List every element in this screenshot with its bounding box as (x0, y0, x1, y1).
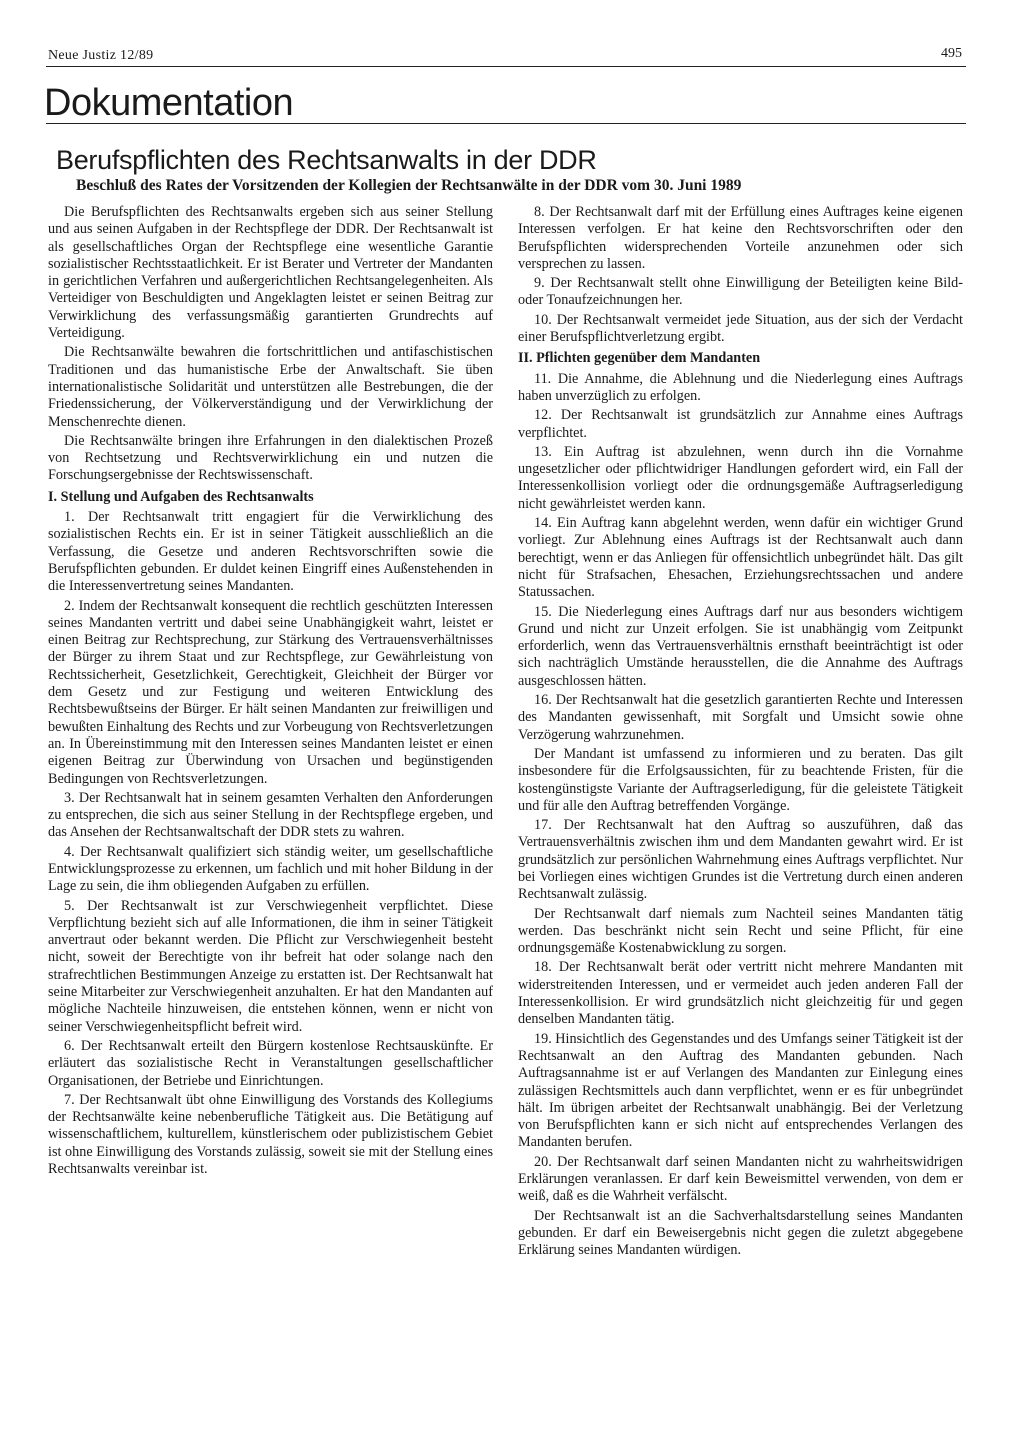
section-title-1: I. Stellung und Aufgaben des Rechtsanwalts (48, 488, 314, 505)
paragraph-16-cont: Der Mandant ist umfassend zu informieren und zu beraten. Das gilt insbesondere für die Erfolgsaussichten, für zu beachtende Fristen, für die kostengünstigste Variante der Auftragserledigung, für die geleistete Tätigkeit und für alle den Auftrag betreffenden Vorgänge. (518, 745, 963, 814)
section-heading: Dokumentation (44, 82, 294, 124)
journal-title: Neue Justiz 12/89 (48, 48, 154, 63)
paragraph-1: 1. Der Rechtsanwalt tritt engagiert für die Verwirklichung des sozialistischen Rechts ein. Er ist in seiner Tätigkeit ausschließlich an die Verfassung, die Gesetze und anderen Rechtsvorschriften sowie die Berufspflichten gebunden. Er duldet keinen Eingriff eines Außenstehenden in die Interessenvertretung seines Mandanten. (48, 509, 493, 595)
paragraph-13: 13. Ein Auftrag ist abzulehnen, wenn durch ihn die Vornahme ungesetzlicher oder pflichtwidriger Handlungen gefordert wird, ein Fall der Interessenkollision vorliegt oder die ordnungsgemäße Auftragserledigung nicht gewährleistet werden kann. (518, 443, 963, 512)
paragraph-9: 9. Der Rechtsanwalt stellt ohne Einwilligung der Beteiligten keine Bild- oder Tonaufzeichnungen her. (518, 275, 963, 309)
paragraph-16: 16. Der Rechtsanwalt hat die gesetzlich garantierten Rechte und Interessen des Mandanten gewissenhaft, mit Sorgfalt und Umsicht sowie ohne Verzögerung wahrzunehmen. (518, 692, 963, 743)
paragraph-2: 2. Indem der Rechtsanwalt konsequent die rechtlich geschützten Interessen seines Mandanten vertritt und dabei seine Unabhängigkeit wahrt, leistet er einen Beitrag zur Rechtsprechung, zur Stärkung des Vertrauensverhältnisses der Bürger zu ihrem Staat und zur Rechtspflege, zur Gewährleistung von Rechtssicherheit, Gesetzlichkeit, Gerechtigkeit, Gleichheit der Bürger vor dem Gesetz und zur Festigung und weiteren Entwicklung des Rechtsbewußtseins der Bürger. Er hält seinen Mandanten zur freiwilligen und bewußten Einhaltung des Rechts und zur Vorbeugung von Rechtsverletzungen an. In Übereinstimmung mit den Interessen seines Mandanten leistet er einen eigenen Beitrag zur Überwindung von Ursachen und begünstigenden Bedingungen von Rechtsverletzungen. (48, 597, 493, 787)
intro-paragraph: Die Berufspflichten des Rechtsanwalts ergeben sich aus seiner Stellung und aus seinen Aufgaben in der Rechtspflege der DDR. Der Rechtsanwalt ist als gesellschaftliches Organ der Rechtspflege eine wesentliche Garantie sozialistischer Rechtsstaatlichkeit. Er ist Berater und Vertreter der Mandanten in gerichtlichen Verfahren und außergerichtlichen Rechtsangelegenheiten. Als Verteidiger von Beschuldigten und Angeklagten leistet er seinen Beitrag zur Verwirklichung des verfassungsmäßig garantierten Grundrechts auf Verteidigung. (48, 204, 493, 342)
paragraph-17: 17. Der Rechtsanwalt hat den Auftrag so auszuführen, daß das Vertrauensverhältnis zwischen ihm und dem Mandanten gewahrt wird. Er ist grundsätzlich zur persönlichen Wahrnehmung eines Auftrags verpflichtet. Nur bei Vorliegen eines wichtigen Grundes ist die Vertretung durch einen anderen Rechtsanwalt zulässig. (518, 817, 963, 903)
paragraph-4: 4. Der Rechtsanwalt qualifiziert sich ständig weiter, um gesellschaftliche Entwicklungsprozesse zu erkennen, um fachlich und mit hoher Bildung in der Lage zu sein, die ihm obliegenden Aufgaben zu erfüllen. (48, 843, 493, 895)
article-title: Berufspflichten des Rechtsanwalts in der DDR (56, 145, 597, 175)
section-title-2: II. Pflichten gegenüber dem Mandanten (518, 350, 761, 367)
intro-paragraph: Die Rechtsanwälte bewahren die fortschrittlichen und antifaschistischen Traditionen und das humanistische Erbe der Anwaltschaft. Sie üben internationalistische Solidarität und unterstützen alle Bestrebungen, die der Friedenssicherung, der Völkerverständigung und der Verwirklichung der Menschenrechte dienen. (48, 344, 493, 430)
paragraph-20: 20. Der Rechtsanwalt darf seinen Mandanten nicht zu wahrheitswidrigen Erklärungen veranlassen. Er darf kein Beweismittel verwenden, von dem er weiß, daß es die Wahrheit verfälscht. (518, 1153, 963, 1205)
paragraph-10: 10. Der Rechtsanwalt vermeidet jede Situation, aus der sich der Verdacht einer Berufspflichtverletzung ergibt. (518, 311, 963, 346)
intro-paragraph: Die Rechtsanwälte bringen ihre Erfahrungen in den dialektischen Prozeß von Rechtsetzung und Rechtsverwirklichung ein und nutzen die Forschungsergebnisse der Rechtswissenschaft. (48, 432, 493, 484)
paragraph-15: 15. Die Niederlegung eines Auftrags darf nur aus besonders wichtigem Grund und nicht zur Unzeit erfolgen. Sie ist unabhängig vom Zeitpunkt erforderlich, wenn das Vertrauensverhältnis ernsthaft beeinträchtigt ist oder sich nachträglich Umstände herausstellen, die die Annahme des Auftrags ausgeschlossen hätten. (518, 603, 963, 689)
paragraph-8: 8. Der Rechtsanwalt darf mit der Erfüllung eines Auftrages keine eigenen Interessen verfolgen. Er hat keine den Rechtsvorschriften oder den Berufspflichten widersprechenden Vorteile anzunehmen oder sich versprechen zu lassen. (518, 204, 963, 272)
paragraph-7: 7. Der Rechtsanwalt übt ohne Einwilligung des Vorstands des Kollegiums der Rechtsanwälte keine nebenberufliche Tätigkeit aus. Die Betätigung auf wissenschaftlichem, kulturellem, künstlerischem oder publizistischem Gebiet ist ohne Einwilligung des Vorstands zulässig, soweit sie mit der Stellung eines Rechtsanwalts vereinbar ist. (48, 1091, 493, 1178)
paragraph-5: 5. Der Rechtsanwalt ist zur Verschwiegenheit verpflichtet. Diese Verpflichtung bezieht sich auf alle Informationen, die ihm in seiner Tätigkeit anvertraut oder bekannt werden. Die Pflicht zur Verschwiegenheit besteht nicht, soweit der Berechtigte von ihr befreit hat oder solange nach den strafrechtlichen Bestimmungen Anzeige zu erstatten ist. Der Rechtsanwalt hat seine Mitarbeiter zur Verschwiegenheit anzuhalten. Er hat den Mandanten auf mögliche Nachteile hinzuweisen, die entstehen können, wenn er nicht von seiner Verschwiegenheitspflicht befreit wird. (48, 897, 493, 1035)
right-column (518, 204, 963, 1262)
left-column (48, 204, 493, 1180)
paragraph-11: 11. Die Annahme, die Ablehnung und die Niederlegung eines Auftrags haben unverzüglich zu erfolgen. (518, 370, 963, 404)
paragraph-19: 19. Hinsichtlich des Gegenstandes und des Umfangs seiner Tätigkeit ist der Rechtsanwalt an den Auftrag des Mandanten gebunden. Nach Auftragsannahme ist er auf Verlangen des Mandanten zur Einlegung eines zulässigen Rechtsmittels auch dann verpflichtet, wenn er es für unbegründet hält. Im übrigen arbeitet der Rechtsanwalt unabhängig. Bei der Verletzung von Berufspflichten kann er sich nicht auf entsprechendes Verlangen des Mandanten berufen. (518, 1030, 963, 1151)
paragraph-17-cont: Der Rechtsanwalt darf niemals zum Nachteil seines Mandanten tätig werden. Das beschränkt nicht sein Recht und seine Pflicht, für eine ordnungsgemäße Kostenabwicklung zu sorgen. (518, 905, 963, 957)
header-rule (46, 66, 966, 67)
section-rule (46, 123, 966, 124)
paragraph-3: 3. Der Rechtsanwalt hat in seinem gesamten Verhalten den Anforderungen zu entsprechen, die sich aus seiner Stellung in der Rechtspflege ergeben, und das Ansehen der Rechtsanwaltschaft der DDR stets zu wahren. (48, 789, 493, 841)
page-number: 495 (941, 46, 962, 61)
paragraph-20-cont: Der Rechtsanwalt ist an die Sachverhaltsdarstellung seines Mandanten gebunden. Er darf ein Beweisergebnis nicht gegen die zuletzt abgegebene Erklärung seines Mandanten würdigen. (518, 1207, 963, 1259)
paragraph-6: 6. Der Rechtsanwalt erteilt den Bürgern kostenlose Rechtsauskünfte. Er erläutert das sozialistische Recht in Veranstaltungen gesellschaftlicher Organisationen, der Betriebe und Einrichtungen. (48, 1037, 493, 1089)
paragraph-18: 18. Der Rechtsanwalt berät oder vertritt nicht mehrere Mandanten mit widerstreitenden Interessen, und er vermeidet auch jeden anderen Fall der Interessenkollision. Er wird grundsätzlich nicht gleichzeitig für und gegen denselben Mandanten tätig. (518, 959, 963, 1028)
paragraph-14: 14. Ein Auftrag kann abgelehnt werden, wenn dafür ein wichtiger Grund vorliegt. Zur Ablehnung eines Auftrags ist der Rechtsanwalt auch dann berechtigt, wenn er das Anliegen für offensichtlich unbegründet hält. Das gilt nicht für Strafsachen, Ehesachen, Erziehungsrechtssachen und andere Statussachen. (518, 515, 963, 601)
article-subtitle: Beschluß des Rates der Vorsitzenden der Kollegien der Rechtsanwälte in der DDR vom 30. Juni 1989 (76, 177, 742, 194)
paragraph-12: 12. Der Rechtsanwalt ist grundsätzlich zur Annahme eines Auftrags verpflichtet. (518, 407, 963, 441)
